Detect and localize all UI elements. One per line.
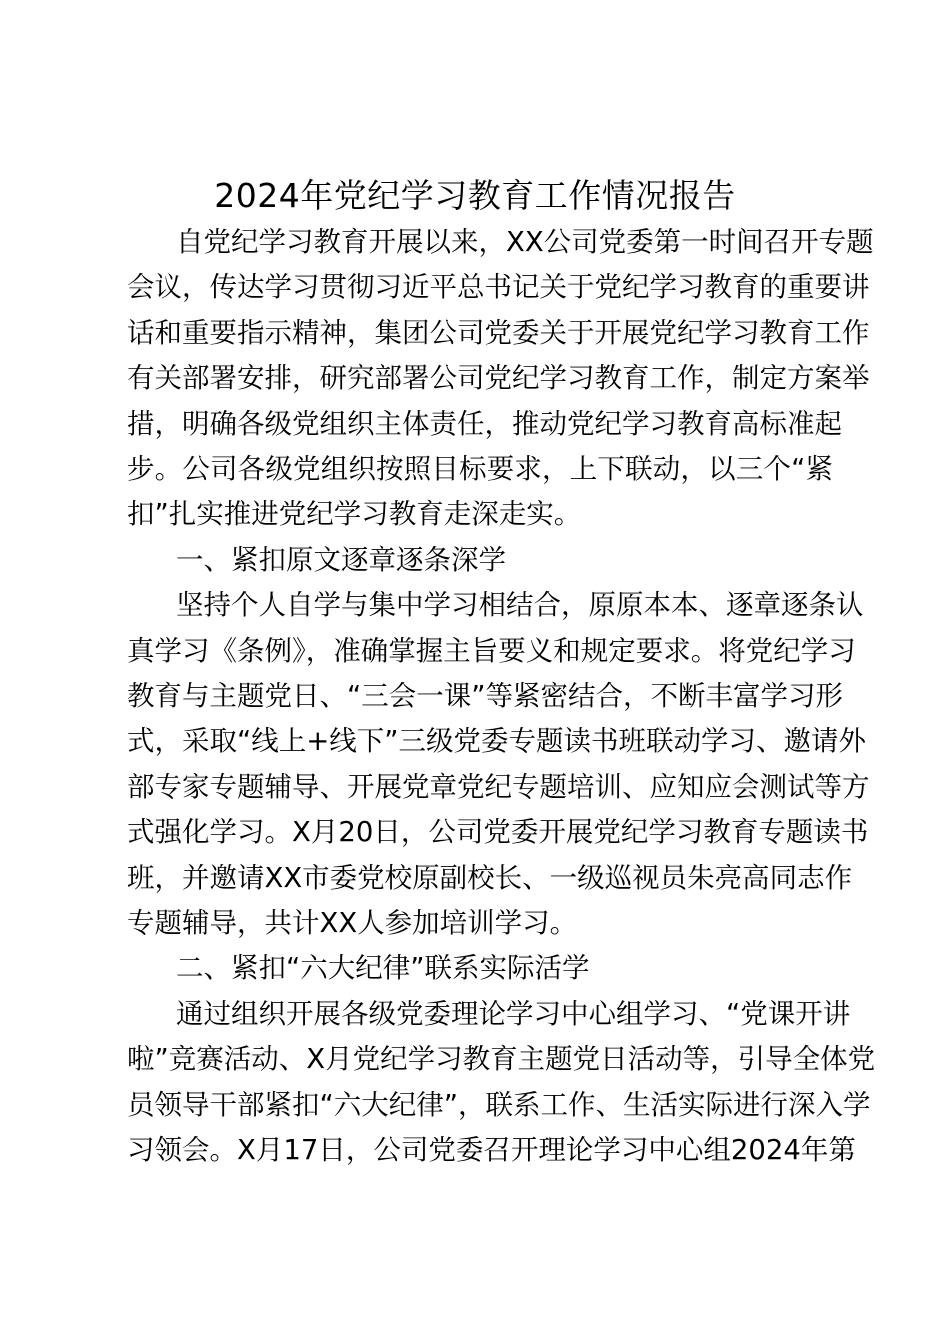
line-text: 通过组织开展各级党委理论学习中心组学习、“党课开讲 xyxy=(176,997,851,1030)
paragraph-line xyxy=(0,994,950,1034)
line-text: 部专家专题辅导、开展党章党纪专题培训、应知应会测试等方 xyxy=(127,770,870,803)
paragraph-line xyxy=(0,449,950,489)
line-text: 员领导干部紧扣“六大纪律”，联系工作、生活实际进行深入学 xyxy=(127,1088,871,1121)
line-text: 有关部署安排，研究部署公司党纪学习教育工作，制定方案举 xyxy=(127,362,870,395)
line-text: 习领会。X月17日，公司党委召开理论学习中心组2024年第 xyxy=(127,1134,856,1166)
line-text: 真学习《条例》，准确掌握主旨要义和规定要求。将党纪学习 xyxy=(127,634,856,667)
paragraph-line xyxy=(0,676,950,716)
line-text: 坚持个人自学与集中学习相结合，原原本本、逐章逐条认 xyxy=(176,589,864,622)
line-text: 一、紧扣原文逐章逐条深学 xyxy=(176,543,506,576)
line-text: 啦”竞赛活动、X月党纪学习教育主题党日活动等，引导全体党 xyxy=(127,1043,876,1076)
document-title: 2024年党纪学习教育工作情况报告 xyxy=(214,176,736,215)
paragraph-line xyxy=(0,494,950,534)
paragraph-line xyxy=(0,585,950,625)
paragraph-line xyxy=(0,631,950,671)
section-heading xyxy=(0,540,950,580)
paragraph-line xyxy=(0,1130,950,1170)
line-text: 措，明确各级党组织主体责任，推动党纪学习教育高标准起 xyxy=(127,407,842,440)
paragraph-line xyxy=(0,404,950,444)
paragraph-line xyxy=(0,721,950,761)
line-text: 式，采取“线上+线下”三级党委专题读书班联动学习、邀请外 xyxy=(127,725,867,758)
line-text: 话和重要指示精神，集团公司党委关于开展党纪学习教育工作 xyxy=(127,316,870,349)
line-text: 专题辅导，共计XX人参加培训学习。 xyxy=(127,907,578,939)
paragraph-line xyxy=(0,903,950,943)
section-heading xyxy=(0,948,950,988)
line-text: 步。公司各级党组织按照目标要求，上下联动，以三个“紧 xyxy=(127,453,833,485)
paragraph-line xyxy=(0,267,950,307)
paragraph-line xyxy=(0,812,950,852)
paragraph-line xyxy=(0,222,950,262)
line-text: 教育与主题党日、“三会一课”等紧密结合，不断丰富学习形 xyxy=(127,680,843,712)
paragraph-line xyxy=(0,1039,950,1079)
line-text: 式强化学习。X月20日，公司党委开展党纪学习教育专题读书 xyxy=(127,816,869,849)
line-text: 自党纪学习教育开展以来，XX公司党委第一时间召开专题 xyxy=(176,226,874,258)
line-text: 扣”扎实推进党纪学习教育走深走实。 xyxy=(127,498,582,531)
line-text: 二、紧扣“六大纪律”联系实际活学 xyxy=(176,952,590,985)
line-text: 班，并邀请XX市委党校原副校长、一级巡视员朱亮高同志作 xyxy=(127,861,853,894)
paragraph-line xyxy=(0,858,950,898)
paragraph-line xyxy=(0,358,950,398)
line-text: 会议，传达学习贯彻习近平总书记关于党纪学习教育的重要讲 xyxy=(127,271,870,304)
paragraph-line xyxy=(0,767,950,807)
paragraph-line xyxy=(0,313,950,353)
paragraph-line xyxy=(0,1085,950,1125)
